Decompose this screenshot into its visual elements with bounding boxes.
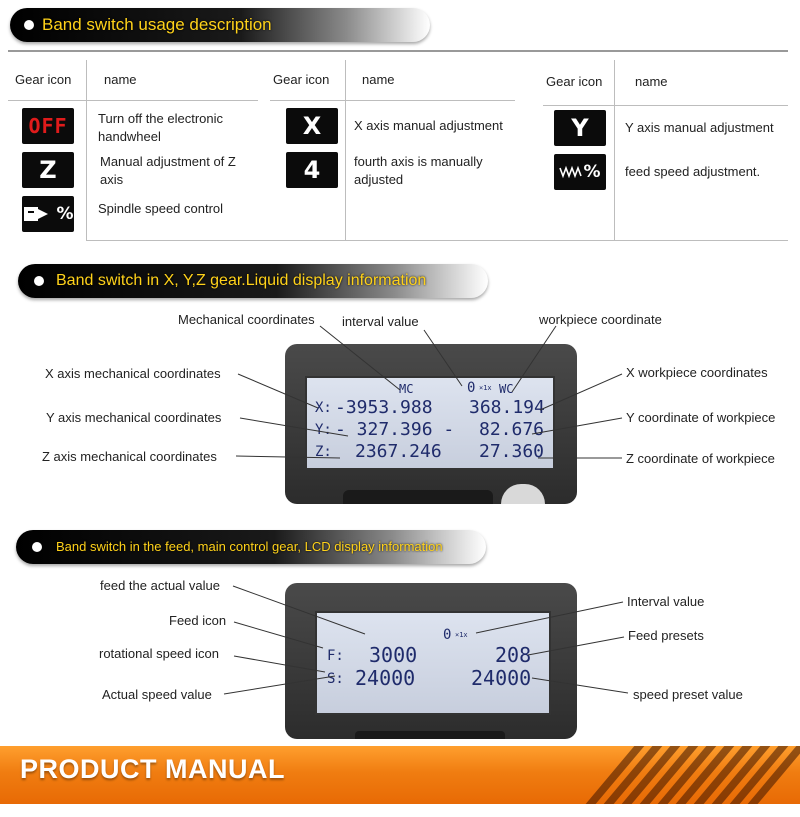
lcd-y-mech: - 327.396 - [335,419,455,440]
label-workpiece-coordinate: workpiece coordinate [539,312,662,327]
row-name: Spindle speed control [98,201,224,216]
label-x-work: X workpiece coordinates [626,365,768,380]
lcd-mc: MC [399,382,414,396]
section-title: Band switch usage description [42,15,272,34]
z-axis-icon-text: Z [39,156,57,184]
footer-title: PRODUCT MANUAL [20,754,285,784]
lcd-interval: 0 [467,380,476,396]
col-header-name: name [362,72,395,87]
lcd-x-axis: X: [315,400,332,416]
lcd-y-work: 82.676 [479,419,545,440]
lcd-z-mech: 2367.246 [355,441,442,462]
lcd-interval-unit: ×1x [479,384,492,392]
lcd-wc: WC [499,382,514,396]
label-x-mech: X axis mechanical coordinates [45,366,221,381]
lcd-z-work: 27.360 [479,441,545,462]
row-name: fourth axis is manually adjusted [354,154,483,187]
lcd-feed-preset: 208 [495,643,532,667]
lcd-feed-value: 3000 [369,643,418,667]
section-title: Band switch in X, Y,Z gear.Liquid display information [56,272,427,289]
y-axis-icon-text: Y [571,114,589,142]
label-feed-actual: feed the actual value [100,578,220,593]
label-z-mech: Z axis mechanical coordinates [42,449,217,464]
label-speed-preset: speed preset value [633,687,743,702]
row-name: X axis manual adjustment [354,118,503,133]
label-z-work: Z coordinate of workpiece [626,451,775,466]
label-feed-presets: Feed presets [628,628,704,643]
label-interval-value: interval value [342,314,419,329]
x-axis-icon-text: X [302,112,322,140]
lcd-interval-unit: ×1x [455,631,468,639]
col-header-gear-icon: Gear icon [273,72,330,87]
lcd-interval: 0 [443,627,452,643]
row-name: Manual adjustment of Z axis [100,154,236,187]
section-title: Band switch in the feed, main control gear, LCD display information [56,539,443,554]
label-mechanical-coordinates: Mechanical coordinates [178,312,315,327]
lcd-speed-label: S: [327,671,344,687]
row-name: Y axis manual adjustment [625,120,774,135]
label-rotational-speed-icon: rotational speed icon [99,646,219,661]
row-name: feed speed adjustment. [625,164,761,179]
lcd-y-axis: Y: [315,422,332,438]
percent-glyph: % [583,162,601,182]
col-header-name: name [104,72,137,87]
row-name: Turn off the electronic handwheel [98,111,224,144]
lcd-feed-label: F: [327,648,344,664]
percent-glyph: % [56,204,74,224]
col-header-gear-icon: Gear icon [15,72,72,87]
label-actual-speed: Actual speed value [102,687,212,702]
label-interval: Interval value [627,594,705,609]
lcd-x-mech: -3953.988 [335,397,433,418]
label-y-mech: Y axis mechanical coordinates [46,410,222,425]
lcd-speed-preset: 24000 [471,666,532,690]
lcd-z-axis: Z: [315,444,332,460]
label-y-work: Y coordinate of workpiece [626,410,776,425]
lcd-speed-value: 24000 [355,666,416,690]
col-header-gear-icon: Gear icon [546,74,603,89]
fourth-axis-icon-text: 4 [303,156,321,184]
off-icon-text: OFF [28,114,68,138]
label-feed-icon: Feed icon [169,613,227,628]
lcd-x-work: 368.194 [469,397,545,418]
col-header-name: name [635,74,668,89]
